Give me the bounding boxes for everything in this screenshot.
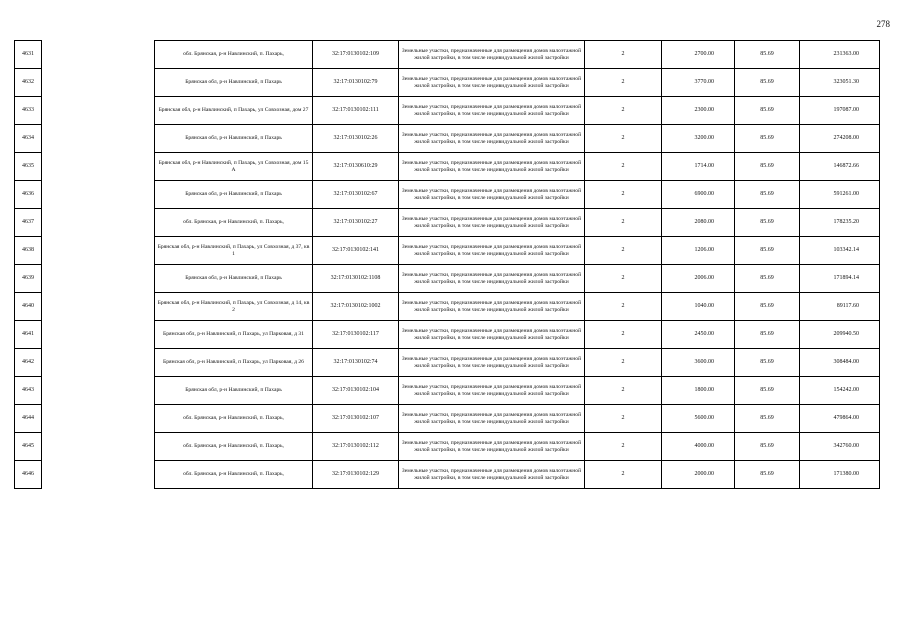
table-row [15, 293, 880, 321]
row-id: 4639 [15, 265, 42, 293]
row-id: 4640 [15, 293, 42, 321]
land-type-cell: Земельные участки, предназначенные для размещения домов малоэтажной жилой застройки, в том числе индивидуальной жилой застройки [399, 41, 585, 69]
area-cell: 2006.00 [662, 265, 735, 293]
blank-column [42, 97, 155, 125]
cadastral-value-cell: 274208.00 [800, 125, 880, 153]
area-cell: 3770.00 [662, 69, 735, 97]
rate-cell: 85.69 [735, 181, 800, 209]
area-cell: 2700.00 [662, 41, 735, 69]
cadastral-value-cell: 231363.00 [800, 41, 880, 69]
address-cell: обл. Брянская, р-н Навлинский, п. Пахарь, [155, 461, 313, 489]
rate-cell: 85.69 [735, 433, 800, 461]
row-id: 4635 [15, 153, 42, 181]
cadastral-value-cell: 178235.20 [800, 209, 880, 237]
table-row [15, 69, 880, 97]
rate-cell: 85.69 [735, 209, 800, 237]
land-type-cell: Земельные участки, предназначенные для размещения домов малоэтажной жилой застройки, в том числе индивидуальной жилой застройки [399, 433, 585, 461]
group-cell: 2 [585, 433, 662, 461]
rate-cell: 85.69 [735, 265, 800, 293]
cadastral-value-cell: 154242.00 [800, 377, 880, 405]
address-cell: Брянская обл, р-н Навлинский, п Пахарь, ул Совхозная, дом 15 А [155, 153, 313, 181]
blank-column [42, 405, 155, 433]
rate-cell: 85.69 [735, 41, 800, 69]
address-cell: Брянская обл, р-н Навлинский, п Пахарь [155, 69, 313, 97]
blank-column [42, 293, 155, 321]
rate-cell: 85.69 [735, 321, 800, 349]
cadastral-value-cell: 479864.00 [800, 405, 880, 433]
cadastral-number-cell: 32:17:0130102:141 [313, 237, 399, 265]
address-cell: Брянская обл, р-н Навлинский, п Пахарь, ул Совхозная, дом 27 [155, 97, 313, 125]
group-cell: 2 [585, 153, 662, 181]
rate-cell: 85.69 [735, 377, 800, 405]
group-cell: 2 [585, 349, 662, 377]
cadastral-value-cell: 308484.00 [800, 349, 880, 377]
area-cell: 3200.00 [662, 125, 735, 153]
address-cell: Брянская обл, р-н Навлинский, п Пахарь, ул Совхозная, д 37, кв 1 [155, 237, 313, 265]
group-cell: 2 [585, 293, 662, 321]
land-type-cell: Земельные участки, предназначенные для размещения домов малоэтажной жилой застройки, в том числе индивидуальной жилой застройки [399, 321, 585, 349]
blank-column [42, 41, 155, 69]
rate-cell: 85.69 [735, 69, 800, 97]
group-cell: 2 [585, 461, 662, 489]
table-row [15, 265, 880, 293]
table-row [15, 377, 880, 405]
land-type-cell: Земельные участки, предназначенные для размещения домов малоэтажной жилой застройки, в том числе индивидуальной жилой застройки [399, 125, 585, 153]
row-id: 4636 [15, 181, 42, 209]
land-type-cell: Земельные участки, предназначенные для размещения домов малоэтажной жилой застройки, в том числе индивидуальной жилой застройки [399, 349, 585, 377]
table-row [15, 349, 880, 377]
cadastral-value-cell: 209940.50 [800, 321, 880, 349]
rate-cell: 85.69 [735, 97, 800, 125]
cadastral-number-cell: 32:17:0130102:79 [313, 69, 399, 97]
area-cell: 6900.00 [662, 181, 735, 209]
address-cell: обл. Брянская, р-н Навлинский, п. Пахарь, [155, 209, 313, 237]
cadastral-number-cell: 32:17:0130102:104 [313, 377, 399, 405]
area-cell: 1714.00 [662, 153, 735, 181]
cadastral-number-cell: 32:17:0130102:129 [313, 461, 399, 489]
cadastral-number-cell: 32:17:0130102:26 [313, 125, 399, 153]
address-cell: обл. Брянская, р-н Навлинский, п. Пахарь, [155, 41, 313, 69]
area-cell: 1040.00 [662, 293, 735, 321]
address-cell: Брянская обл, р-н Навлинский, п Пахарь [155, 265, 313, 293]
blank-column [42, 153, 155, 181]
area-cell: 4000.00 [662, 433, 735, 461]
cadastral-value-cell: 89117.60 [800, 293, 880, 321]
land-type-cell: Земельные участки, предназначенные для размещения домов малоэтажной жилой застройки, в том числе индивидуальной жилой застройки [399, 377, 585, 405]
group-cell: 2 [585, 405, 662, 433]
address-cell: обл. Брянская, р-н Навлинский, п. Пахарь, [155, 405, 313, 433]
cadastral-number-cell: 32:17:0130102:1108 [313, 265, 399, 293]
row-id: 4637 [15, 209, 42, 237]
cadastral-number-cell: 32:17:0130102:67 [313, 181, 399, 209]
table-row [15, 405, 880, 433]
row-id: 4632 [15, 69, 42, 97]
cadastral-value-cell: 171380.00 [800, 461, 880, 489]
rate-cell: 85.69 [735, 237, 800, 265]
land-type-cell: Земельные участки, предназначенные для размещения домов малоэтажной жилой застройки, в том числе индивидуальной жилой застройки [399, 97, 585, 125]
row-id: 4642 [15, 349, 42, 377]
cadastral-value-cell: 103342.14 [800, 237, 880, 265]
group-cell: 2 [585, 181, 662, 209]
group-cell: 2 [585, 265, 662, 293]
cadastral-value-cell: 171894.14 [800, 265, 880, 293]
blank-column [42, 125, 155, 153]
table-row [15, 237, 880, 265]
land-type-cell: Земельные участки, предназначенные для размещения домов малоэтажной жилой застройки, в том числе индивидуальной жилой застройки [399, 293, 585, 321]
address-cell: Брянская обл, р-н Навлинский, п Пахарь [155, 181, 313, 209]
cadastral-number-cell: 32:17:0130102:112 [313, 433, 399, 461]
land-type-cell: Земельные участки, предназначенные для размещения домов малоэтажной жилой застройки, в том числе индивидуальной жилой застройки [399, 265, 585, 293]
blank-column [42, 237, 155, 265]
cadastral-number-cell: 32:17:0130102:27 [313, 209, 399, 237]
group-cell: 2 [585, 69, 662, 97]
group-cell: 2 [585, 97, 662, 125]
address-cell: Брянская обл, р-н Навлинский, п Пахарь [155, 377, 313, 405]
address-cell: Брянская обл, р-н Навлинский, п Пахарь, ул Совхозная, д 14, кв 2 [155, 293, 313, 321]
land-type-cell: Земельные участки, предназначенные для размещения домов малоэтажной жилой застройки, в том числе индивидуальной жилой застройки [399, 405, 585, 433]
table-row [15, 433, 880, 461]
cadastral-number-cell: 32:17:0130610:29 [313, 153, 399, 181]
blank-column [42, 265, 155, 293]
blank-column [42, 321, 155, 349]
group-cell: 2 [585, 321, 662, 349]
land-cadastral-table [14, 40, 880, 489]
land-type-cell: Земельные участки, предназначенные для размещения домов малоэтажной жилой застройки, в том числе индивидуальной жилой застройки [399, 461, 585, 489]
group-cell: 2 [585, 41, 662, 69]
table-row [15, 97, 880, 125]
area-cell: 2300.00 [662, 97, 735, 125]
area-cell: 2080.00 [662, 209, 735, 237]
row-id: 4643 [15, 377, 42, 405]
page-number: 278 [876, 19, 890, 29]
table-row [15, 125, 880, 153]
row-id: 4638 [15, 237, 42, 265]
table-row [15, 321, 880, 349]
address-cell: Брянская обл, р-н Навлинский, п Пахарь, ул Парковая, д 26 [155, 349, 313, 377]
land-type-cell: Земельные участки, предназначенные для размещения домов малоэтажной жилой застройки, в том числе индивидуальной жилой застройки [399, 153, 585, 181]
area-cell: 2450.00 [662, 321, 735, 349]
cadastral-number-cell: 32:17:0130102:74 [313, 349, 399, 377]
blank-column [42, 209, 155, 237]
group-cell: 2 [585, 377, 662, 405]
rate-cell: 85.69 [735, 293, 800, 321]
group-cell: 2 [585, 237, 662, 265]
row-id: 4633 [15, 97, 42, 125]
rate-cell: 85.69 [735, 125, 800, 153]
blank-column [42, 377, 155, 405]
table-row [15, 209, 880, 237]
cadastral-value-cell: 197087.00 [800, 97, 880, 125]
land-type-cell: Земельные участки, предназначенные для размещения домов малоэтажной жилой застройки, в том числе индивидуальной жилой застройки [399, 181, 585, 209]
rate-cell: 85.69 [735, 405, 800, 433]
cadastral-number-cell: 32:17:0130102:117 [313, 321, 399, 349]
land-type-cell: Земельные участки, предназначенные для размещения домов малоэтажной жилой застройки, в том числе индивидуальной жилой застройки [399, 209, 585, 237]
land-type-cell: Земельные участки, предназначенные для размещения домов малоэтажной жилой застройки, в том числе индивидуальной жилой застройки [399, 69, 585, 97]
area-cell: 1206.00 [662, 237, 735, 265]
cadastral-number-cell: 32:17:0130102:1002 [313, 293, 399, 321]
group-cell: 2 [585, 125, 662, 153]
rate-cell: 85.69 [735, 153, 800, 181]
row-id: 4644 [15, 405, 42, 433]
table-row [15, 153, 880, 181]
cadastral-number-cell: 32:17:0130102:109 [313, 41, 399, 69]
blank-column [42, 461, 155, 489]
table-row [15, 461, 880, 489]
table-row [15, 41, 880, 69]
area-cell: 2000.00 [662, 461, 735, 489]
blank-column [42, 69, 155, 97]
blank-column [42, 349, 155, 377]
blank-column [42, 181, 155, 209]
rate-cell: 85.69 [735, 349, 800, 377]
group-cell: 2 [585, 209, 662, 237]
row-id: 4631 [15, 41, 42, 69]
address-cell: обл. Брянская, р-н Навлинский, п. Пахарь, [155, 433, 313, 461]
address-cell: Брянская обл, р-н Навлинский, п Пахарь [155, 125, 313, 153]
row-id: 4645 [15, 433, 42, 461]
row-id: 4646 [15, 461, 42, 489]
cadastral-value-cell: 591261.00 [800, 181, 880, 209]
row-id: 4641 [15, 321, 42, 349]
land-type-cell: Земельные участки, предназначенные для размещения домов малоэтажной жилой застройки, в том числе индивидуальной жилой застройки [399, 237, 585, 265]
rate-cell: 85.69 [735, 461, 800, 489]
row-id: 4634 [15, 125, 42, 153]
area-cell: 1800.00 [662, 377, 735, 405]
cadastral-number-cell: 32:17:0130102:107 [313, 405, 399, 433]
cadastral-value-cell: 342760.00 [800, 433, 880, 461]
table-row [15, 181, 880, 209]
cadastral-value-cell: 146872.66 [800, 153, 880, 181]
blank-column [42, 433, 155, 461]
cadastral-value-cell: 323051.30 [800, 69, 880, 97]
cadastral-number-cell: 32:17:0130102:111 [313, 97, 399, 125]
area-cell: 5600.00 [662, 405, 735, 433]
address-cell: Брянская обл, р-н Навлинский, п Пахарь, ул Парковая, д 31 [155, 321, 313, 349]
table-body [15, 41, 880, 489]
area-cell: 3600.00 [662, 349, 735, 377]
